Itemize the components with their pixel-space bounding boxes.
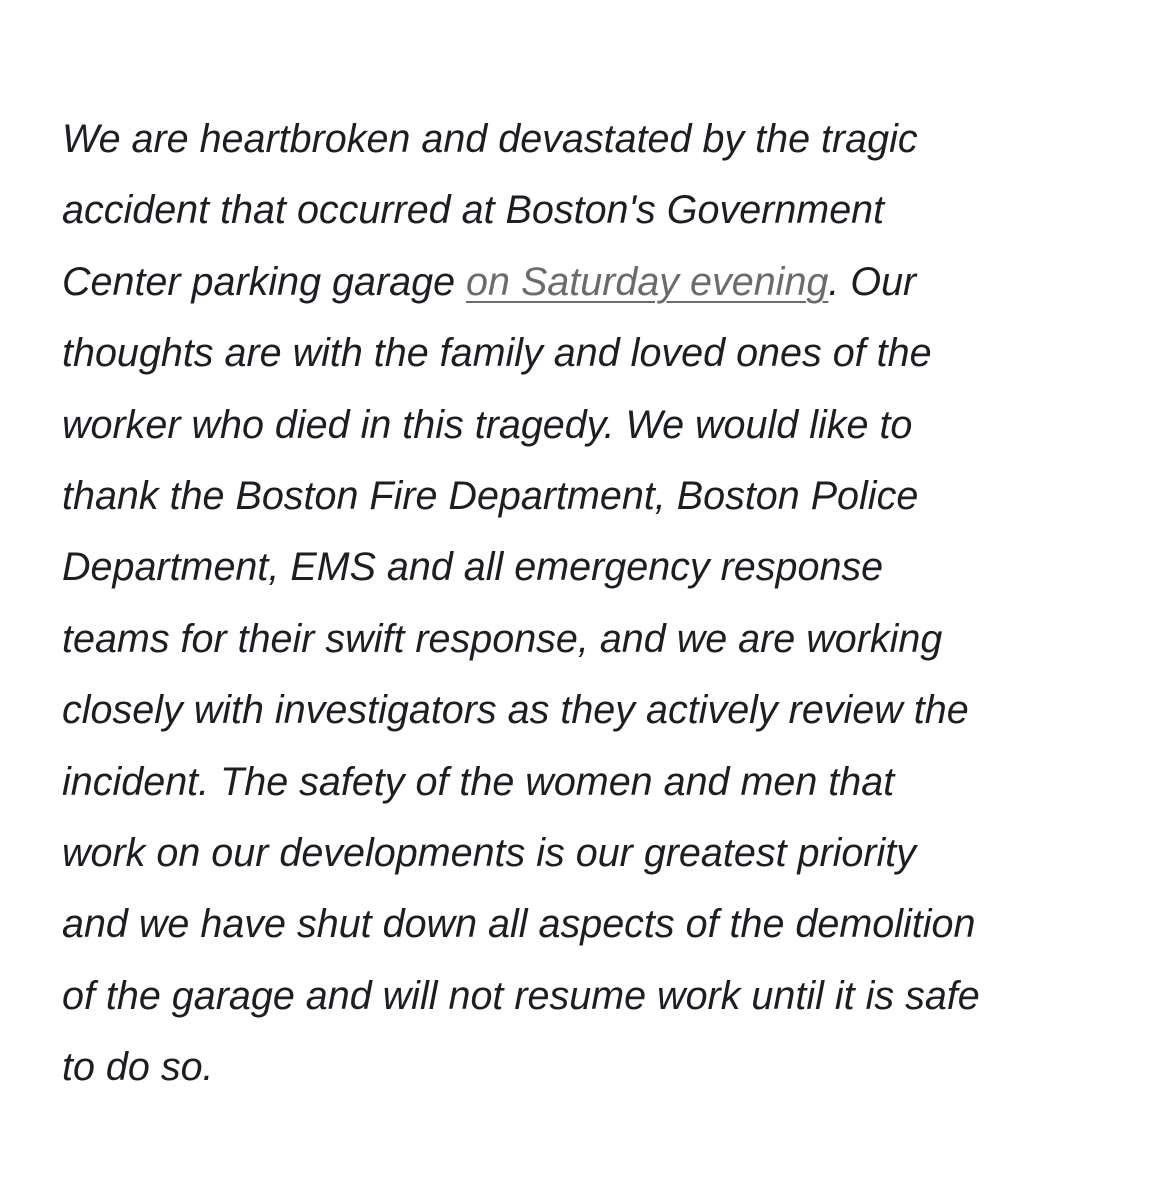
statement-paragraph [62, 104, 1122, 1104]
statement-line: accident that occurred at Boston's Government [62, 188, 885, 233]
statement-line: Department, EMS and all emergency response [62, 545, 884, 590]
statement-line: incident. The safety of the women and men that [62, 759, 895, 804]
statement-line: to do so. [62, 1045, 214, 1090]
statement-line: teams for their swift response, and we are working [62, 616, 943, 661]
statement-line: worker who died in this tragedy. We would like to [62, 402, 913, 447]
saturday-evening-link[interactable]: on Saturday evening [466, 259, 829, 304]
statement-line: thoughts are with the family and loved ones of the [62, 331, 932, 376]
statement-line: of the garage and will not resume work until it is safe [62, 973, 980, 1018]
statement-line: We are heartbroken and devastated by the tragic [62, 117, 918, 161]
statement-line: and we have shut down all aspects of the demolition [62, 902, 976, 947]
statement-text: Center parking garage [62, 259, 467, 304]
statement-line [62, 247, 1122, 318]
statement-line: thank the Boston Fire Department, Boston Police [62, 474, 919, 519]
statement-line: work on our developments is our greatest priority [62, 831, 917, 876]
statement-line: closely with investigators as they actively review the [62, 688, 969, 733]
statement-text: . Our [828, 259, 917, 304]
